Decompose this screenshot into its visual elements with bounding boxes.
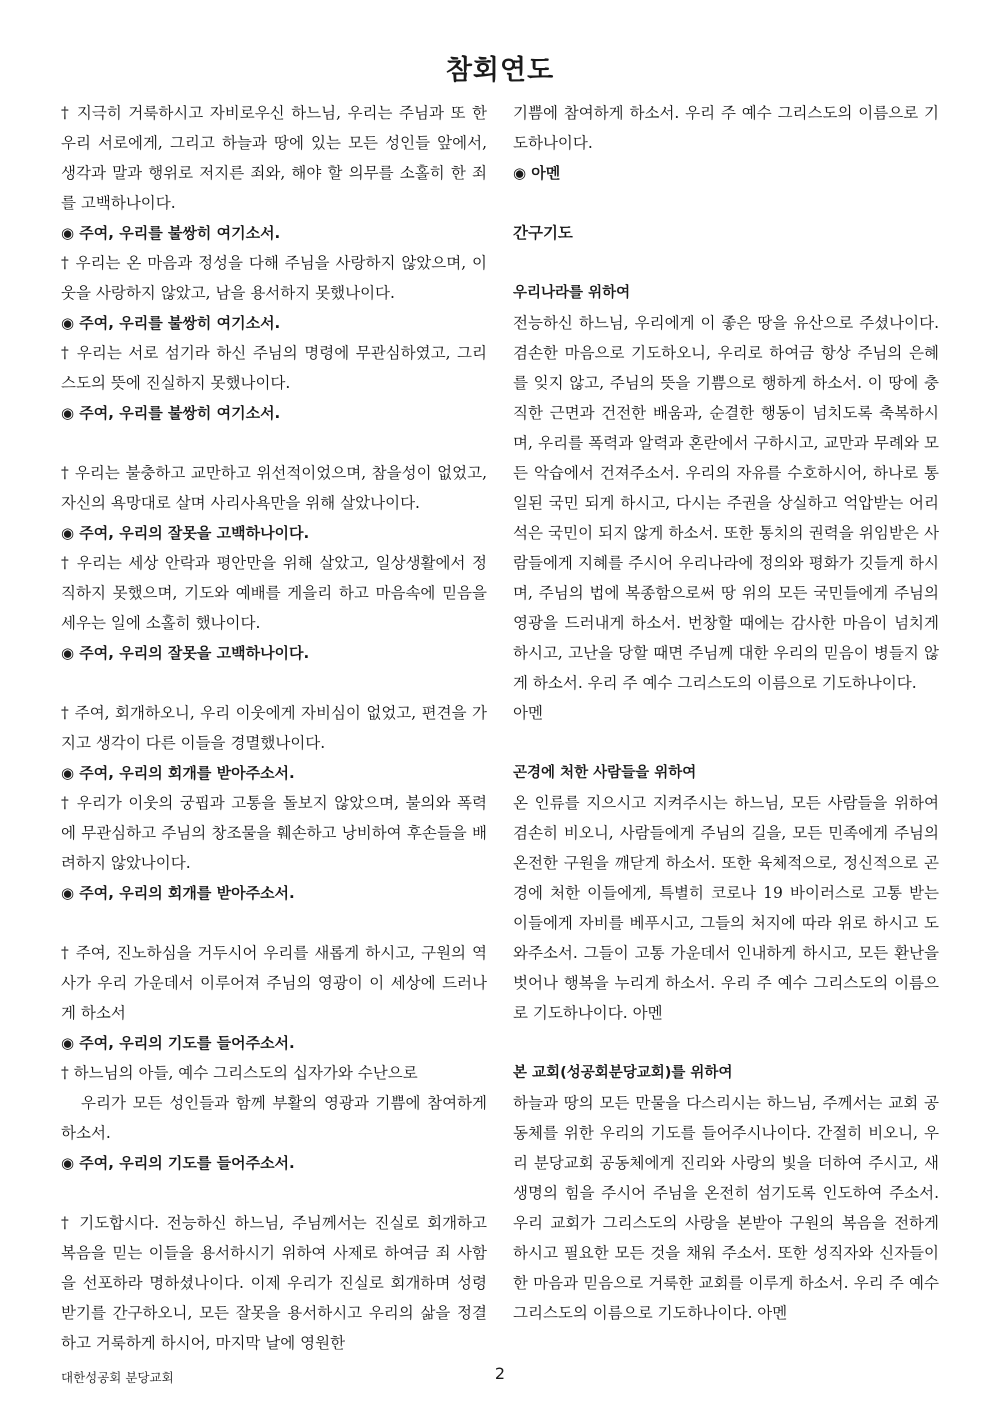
intercession-title: 본 교회(성공회분당교회)를 위하여 xyxy=(513,1065,733,1081)
spacer xyxy=(61,428,487,458)
prayer-paragraph: † 우리는 불충하고 교만하고 위선적이었으며, 참을성이 없었고, 자신의 욕망대로 살며 사리사욕만을 위해 살았나이다. xyxy=(61,464,492,512)
intercession-body: 전능하신 하느님, 우리에게 이 좋은 땅을 유산으로 주셨나이다. 겸손한 마음으로 기도하오니, 우리로 하여금 항상 주님의 은혜를 잊지 않고, 주님의 뜻을 기쁨으로 행하게 하소서. 이 땅에 충직한 근면과 건전한 배움과, 순결한 행동이 넘치도록 축복하시며, 우리를 폭력과 알력과 혼란에서 구하시고, 교만과 무례와 모든 악습에서 건져주소서. 우리의 자유를 수호하시어, 하나로 통일된 국민 되게 하시고, 다시는 주권을 상실하고 억압받는 어리석은 국민이 되지 않게 하소서. 또한 통치의 권력을 위임받은 사람들에게 지혜를 주시어 우리나라에 정의와 평화가 깃들게 하시며, 주님의 법에 복종함으로써 땅 위의 모든 국민들에게 주님의 영광을 드러내게 하소서. 번창할 때에는 감사한 마음이 넘치게 하시고, 고난을 당할 때면 주님께 대한 우리의 믿음이 병들지 않게 하소서. 우리 주 예수 그리스도의 이름으로 기도하나이다. xyxy=(513,314,944,692)
prayer-paragraph: † 우리는 서로 섬기라 하신 주님의 명령에 무관심하였고, 그리스도의 뜻에 진실하지 못했나이다. xyxy=(61,344,487,392)
spacer xyxy=(513,188,939,218)
amen-line: 아멘 xyxy=(513,704,543,722)
prayer-paragraph: † 우리는 세상 안락과 평안만을 위해 살았고, 일상생활에서 정직하지 못했으며, 기도와 예배를 게을리 하고 마음속에 믿음을 세우는 일에 소홀히 했나이다. xyxy=(61,554,492,632)
response-line: ◉ 주여, 우리를 불쌍히 여기소서. xyxy=(61,404,281,422)
prayer-paragraph: † 지극히 거룩하시고 자비로우신 하느님, 우리는 주님과 또 한 우리 서로에게, 그리고 하늘과 땅에 있는 모든 성인들 앞에서, 생각과 말과 행위로 저지른 죄와, 해야 할 의무를 소홀히 한 죄를 고백하나이다. xyxy=(61,104,492,212)
response-line: ◉ 주여, 우리의 잘못을 고백하나이다. xyxy=(61,644,310,662)
spacer xyxy=(513,248,939,278)
spacer xyxy=(513,728,939,758)
intercession-title: 우리나라를 위하여 xyxy=(513,285,631,301)
spacer xyxy=(61,1178,487,1208)
prayer-paragraph: † 주여, 회개하오니, 우리 이웃에게 자비심이 없었고, 편견을 가지고 생각이 다른 이들을 경멸했나이다. xyxy=(61,704,487,752)
response-line: ◉ 주여, 우리의 회개를 받아주소서. xyxy=(61,884,295,902)
spacer xyxy=(61,908,487,938)
spacer xyxy=(61,668,487,698)
response-line: ◉ 주여, 우리를 불쌍히 여기소서. xyxy=(61,314,281,332)
intercession-title: 곤경에 처한 사람들을 위하여 xyxy=(513,765,697,781)
prayer-paragraph: † 기도합시다. 전능하신 하느님, 주님께서는 진실로 회개하고 복음을 믿는 이들을 용서하시기 위하여 사제로 하여금 죄 사함을 선포하라 명하셨나이다. 이제 우리가 진실로 회개하며 성령 받기를 간구하오니, 모든 잘못을 용서하시고 우리의 삶을 정결하고 거룩하게 하시어, 마지막 날에 영원한 xyxy=(61,1214,492,1352)
spacer xyxy=(513,1028,939,1058)
response-line: ◉ 아멘 xyxy=(513,164,561,182)
page-title: 참회연도 xyxy=(445,55,555,86)
left-column xyxy=(61,98,492,1358)
prayer-paragraph: 기쁨에 참여하게 하소서. 우리 주 예수 그리스도의 이름으로 기도하나이다. xyxy=(513,104,939,152)
response-line: ◉ 주여, 우리의 기도를 들어주소서. xyxy=(61,1034,295,1052)
prayer-paragraph: † 하느님의 아들, 예수 그리스도의 십자가와 수난으로 우리가 모든 성인들과 함께 부활의 영광과 기쁨에 참여하게 하소서. xyxy=(61,1064,488,1142)
intercession-body: 하늘과 땅의 모든 만물을 다스리시는 하느님, 주께서는 교회 공동체를 위한 우리의 기도를 들어주시나이다. 간절히 비오니, 우리 분당교회 공동체에게 진리와 사랑의 빛을 더하여 주시고, 새 생명의 힘을 주시어 주님을 온전히 섬기도록 인도하여 주소서. 우리 교회가 그리스도의 사랑을 본받아 구원의 복음을 전하게 하시고 필요한 모든 것을 채워 주소서. 또한 성직자와 신자들이 한 마음과 믿음으로 거룩한 교회를 이루게 하소서. 우리 주 예수 그리스도의 이름으로 기도하나이다. 아멘 xyxy=(513,1094,944,1322)
prayer-paragraph: † 우리는 온 마음과 정성을 다해 주님을 사랑하지 않았으며, 이웃을 사랑하지 않았고, 남을 용서하지 못했나이다. xyxy=(61,254,487,302)
intercession-body: 온 인류를 지으시고 지켜주시는 하느님, 모든 사람들을 위하여 겸손히 비오니, 사람들에게 주님의 길을, 모든 민족에게 주님의 온전한 구원을 깨닫게 하소서. 또한 육체적으로, 정신적으로 곤경에 처한 이들에게, 특별히 코로나 19 바이러스로 고통 받는 이들에게 자비를 베푸시고, 그들의 처지에 따라 위로 하시고 도와주소서. 그들이 고통 가운데서 인내하게 하시고, 모든 환난을 벗어나 행복을 누리게 하소서. 우리 주 예수 그리스도의 이름으로 기도하나이다. 아멘 xyxy=(513,794,944,1022)
page-number: 2 xyxy=(494,1364,506,1383)
response-line: ◉ 주여, 우리를 불쌍히 여기소서. xyxy=(61,224,281,242)
response-line: ◉ 주여, 우리의 잘못을 고백하나이다. xyxy=(61,524,310,542)
prayer-paragraph: † 우리가 이웃의 궁핍과 고통을 돌보지 않았으며, 불의와 폭력에 무관심하고 주님의 창조물을 훼손하고 낭비하여 후손들을 배려하지 않았나이다. xyxy=(61,794,487,872)
response-line: ◉ 주여, 우리의 기도를 들어주소서. xyxy=(61,1154,295,1172)
prayer-paragraph: † 주여, 진노하심을 거두시어 우리를 새롭게 하시고, 구원의 역사가 우리 가운데서 이루어져 주님의 영광이 이 세상에 드러나게 하소서 xyxy=(61,944,487,1022)
section-heading: 간구기도 xyxy=(513,224,573,242)
right-column xyxy=(513,98,944,1328)
footer-church-name: 대한성공회 분당교회 xyxy=(61,1370,174,1385)
response-line: ◉ 주여, 우리의 회개를 받아주소서. xyxy=(61,764,295,782)
